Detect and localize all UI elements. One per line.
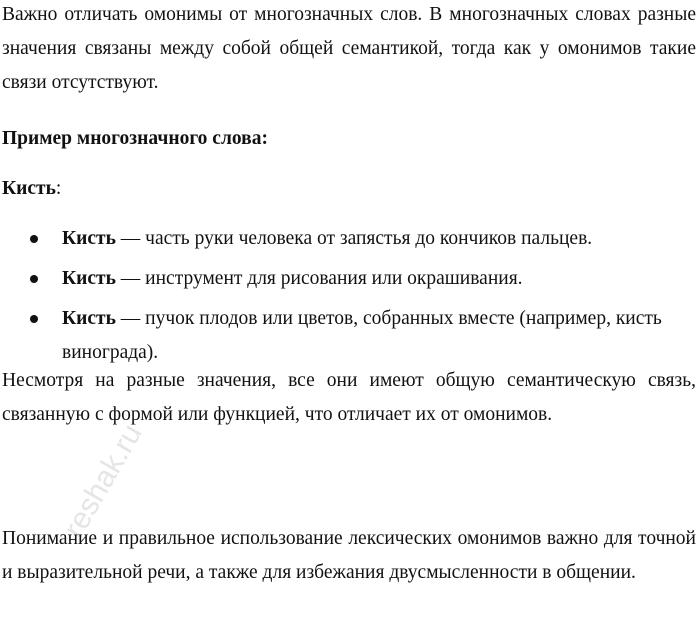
term-word: Кисть <box>2 178 56 199</box>
definition-item-3 <box>0 302 700 370</box>
definition-item-1 <box>0 222 700 256</box>
conclusion-paragraph: Несмотря на разные значения, все они имеют общую семантическую связь, связанную с формой или функцией, что отличает их от омонимов. <box>2 370 696 425</box>
example-heading: Пример многозначного слова: <box>2 128 268 149</box>
definition-text: — часть руки человека от запястья до кончиков пальцев. <box>115 228 593 249</box>
term-colon: : <box>55 178 62 199</box>
final-paragraph: Понимание и правильное использование лексических омонимов важно для точной и выразительной речи, а также для избежания двусмысленности в общении. <box>2 528 696 583</box>
bullet-icon <box>30 275 38 283</box>
bullet-icon <box>30 235 38 243</box>
watermark-text: reshak.ru <box>57 418 149 544</box>
definition-item-2 <box>0 262 700 296</box>
definition-word: Кисть <box>62 268 116 289</box>
definition-text: — пучок плодов или цветов, собранных вместе (например, кисть винограда). <box>62 308 662 363</box>
definition-word: Кисть <box>62 308 116 329</box>
definitions-list <box>0 222 700 376</box>
bullet-icon <box>30 315 38 323</box>
term-line <box>2 172 61 206</box>
intro-paragraph: Важно отличать омонимы от многозначных слов. В многозначных словах разные значения связаны между собой общей семантикой, тогда как у омонимов такие связи отсутствуют. <box>2 4 696 93</box>
definition-text: — инструмент для рисования или окрашивания. <box>115 268 523 289</box>
definition-word: Кисть <box>62 228 116 249</box>
